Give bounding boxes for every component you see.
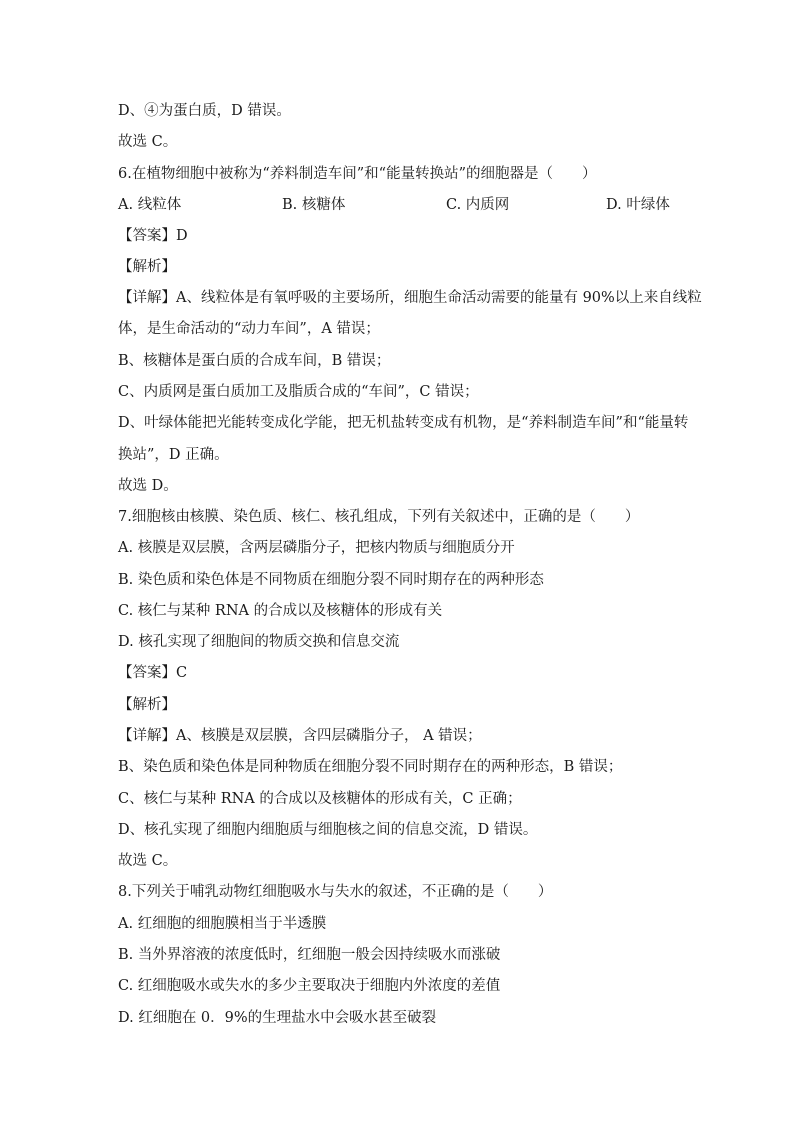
question-8-stem: 8.下列关于哺乳动物红细胞吸水与失水的叙述，不正确的是（ ） <box>118 884 553 900</box>
q6-detail-line: 换站”，D 正确。 <box>118 447 229 463</box>
text-line: D、④为蛋白质，D 错误。 <box>118 103 291 119</box>
q6-detail-line: B、核糖体是蛋白质的合成车间，B 错误； <box>118 353 391 369</box>
q7-analysis-heading: 【解析】 <box>118 697 176 713</box>
q6-detail-line: 体，是生命活动的“动力车间”，A 错误； <box>118 321 380 337</box>
q6-option-c: C. 内质网 <box>446 197 510 213</box>
q6-option-a: A. 线粒体 <box>118 197 182 213</box>
q8-option-c: C. 红细胞吸水或失水的多少主要取决于细胞内外浓度的差值 <box>118 978 501 994</box>
q8-option-d: D. 红细胞在 0．9%的生理盐水中会吸水甚至破裂 <box>118 1010 437 1026</box>
q6-answer: 【答案】D <box>118 228 188 244</box>
q7-selection: 故选 C。 <box>118 853 178 869</box>
q7-detail-line: B、染色质和染色体是同种物质在细胞分裂不同时期存在的两种形态，B 错误； <box>118 759 623 775</box>
q6-detail-line: 【详解】A、线粒体是有氧呼吸的主要场所，细胞生命活动需要的能量有 90%以上来自线粒 <box>118 290 702 306</box>
q6-detail-line: D、叶绿体能把光能转变成化学能，把无机盐转变成有机物，是“养料制造车间”和“能量转 <box>118 415 689 431</box>
q6-option-d: D. 叶绿体 <box>606 197 670 213</box>
q7-option-a: A. 核膜是双层膜，含两层磷脂分子，把核内物质与细胞质分开 <box>118 540 515 556</box>
text-line: 故选 C。 <box>118 134 178 150</box>
q6-selection: 故选 D。 <box>118 478 178 494</box>
q8-option-b: B. 当外界溶液的浓度低时，红细胞一般会因持续吸水而涨破 <box>118 947 501 963</box>
q6-option-b: B. 核糖体 <box>282 197 346 213</box>
q7-answer: 【答案】C <box>118 665 188 681</box>
q7-option-d: D. 核孔实现了细胞间的物质交换和信息交流 <box>118 634 400 650</box>
q7-option-b: B. 染色质和染色体是不同物质在细胞分裂不同时期存在的两种形态 <box>118 572 544 588</box>
q7-detail-line: C、核仁与某种 RNA 的合成以及核糖体的形成有关，C 正确； <box>118 791 522 807</box>
q6-analysis-heading: 【解析】 <box>118 259 176 275</box>
q7-detail-line: D、核孔实现了细胞内细胞质与细胞核之间的信息交流，D 错误。 <box>118 822 538 838</box>
q6-detail-line: C、内质网是蛋白质加工及脂质合成的“车间”，C 错误； <box>118 384 479 400</box>
q7-option-c: C. 核仁与某种 RNA 的合成以及核糖体的形成有关 <box>118 603 443 619</box>
question-6-stem: 6.在植物细胞中被称为“养料制造车间”和“能量转换站”的细胞器是（ ） <box>118 166 597 182</box>
question-7-stem: 7.细胞核由核膜、染色质、核仁、核孔组成，下列有关叙述中，正确的是（ ） <box>118 509 640 525</box>
q8-option-a: A. 红细胞的细胞膜相当于半透膜 <box>118 916 327 932</box>
q7-detail-line: 【详解】A、核膜是双层膜，含四层磷脂分子， A 错误； <box>118 728 482 744</box>
